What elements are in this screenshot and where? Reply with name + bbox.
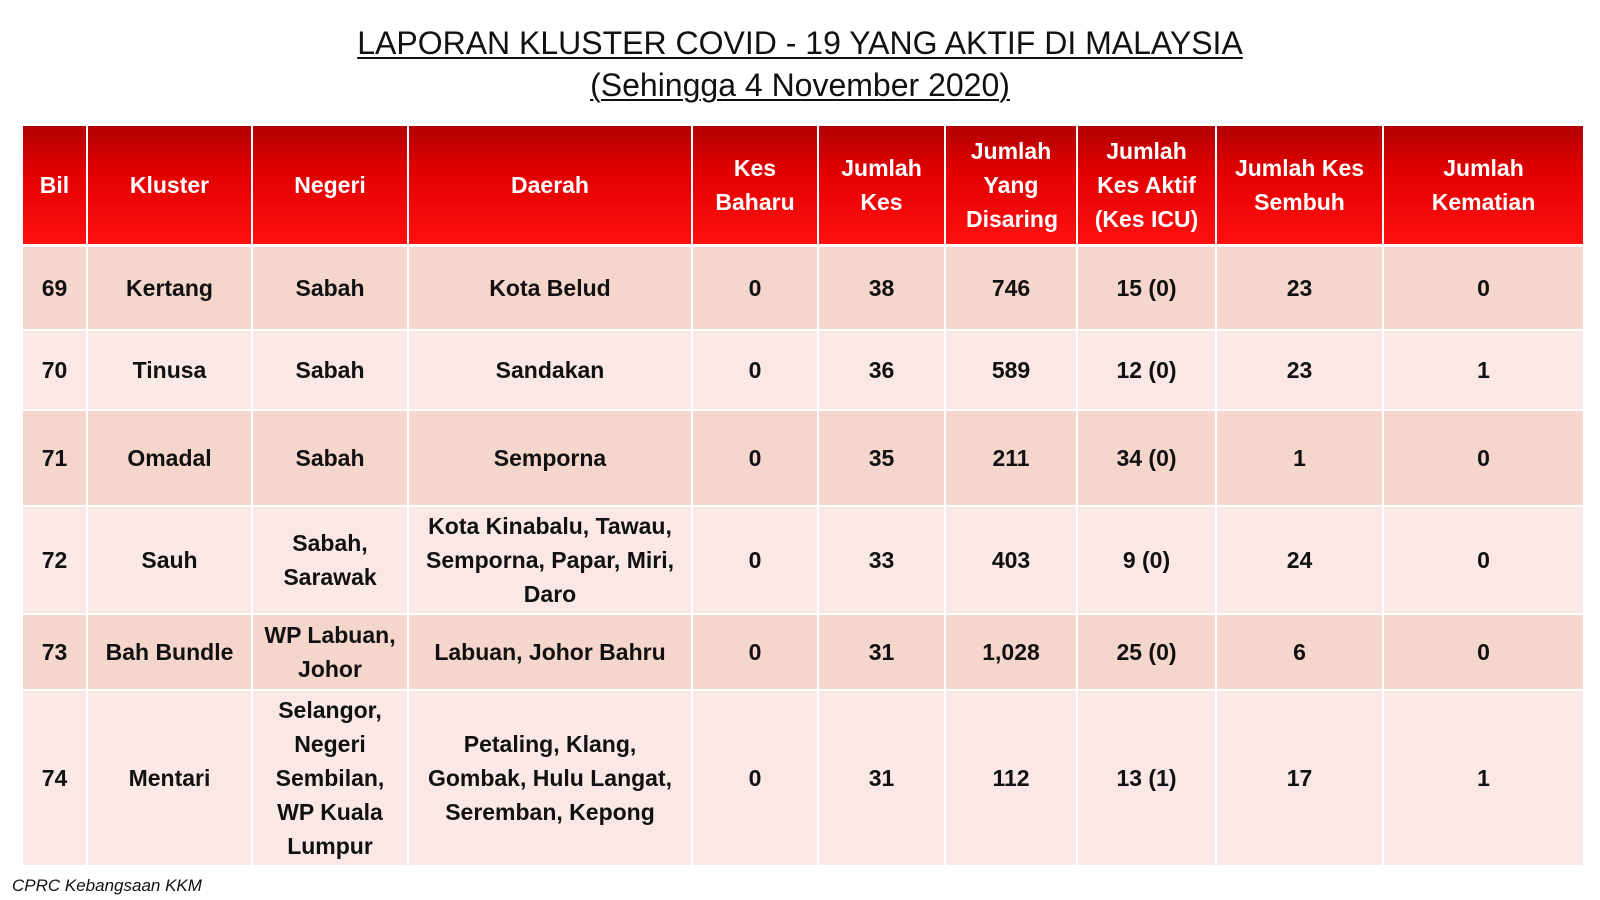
header-kluster: Kluster (87, 126, 252, 246)
cell-jumlah-disaring: 1,028 (945, 614, 1077, 690)
cell-kluster: Omadal (87, 410, 252, 506)
cell-kes-baharu: 0 (692, 410, 818, 506)
cell-jumlah-kematian: 0 (1383, 506, 1583, 614)
cell-daerah: Sandakan (408, 330, 692, 410)
cell-kluster: Mentari (87, 690, 252, 866)
cell-jumlah-kes-aktif: 25 (0) (1077, 614, 1216, 690)
cell-kes-baharu: 0 (692, 506, 818, 614)
cell-kluster: Tinusa (87, 330, 252, 410)
cell-kluster: Bah Bundle (87, 614, 252, 690)
title-line-2: (Sehingga 4 November 2020) (590, 67, 1010, 103)
cell-jumlah-kes: 35 (818, 410, 945, 506)
cell-jumlah-kes-aktif: 9 (0) (1077, 506, 1216, 614)
cell-jumlah-kes: 31 (818, 690, 945, 866)
cell-kes-baharu: 0 (692, 246, 818, 330)
header-bil: Bil (23, 126, 87, 246)
cell-daerah: Semporna (408, 410, 692, 506)
cell-jumlah-kematian: 0 (1383, 410, 1583, 506)
cell-jumlah-kematian: 0 (1383, 614, 1583, 690)
table-header-row (23, 126, 1583, 246)
table-row (23, 690, 1583, 866)
cell-jumlah-kes-sembuh: 23 (1216, 246, 1383, 330)
cell-jumlah-kes: 31 (818, 614, 945, 690)
header-jumlah-disaring: Jumlah Yang Disaring (945, 126, 1077, 246)
cell-negeri: Sabah (252, 246, 408, 330)
cell-bil: 69 (23, 246, 87, 330)
cell-negeri: Sabah (252, 410, 408, 506)
cluster-table (23, 126, 1583, 867)
cell-jumlah-disaring: 403 (945, 506, 1077, 614)
cell-bil: 70 (23, 330, 87, 410)
cell-negeri: WP Labuan, Johor (252, 614, 408, 690)
cell-jumlah-kes-aktif: 15 (0) (1077, 246, 1216, 330)
report-title (0, 22, 1600, 106)
cell-kes-baharu: 0 (692, 690, 818, 866)
cell-kes-baharu: 0 (692, 614, 818, 690)
cell-daerah: Labuan, Johor Bahru (408, 614, 692, 690)
header-jumlah-kematian: Jumlah Kematian (1383, 126, 1583, 246)
table-row (23, 410, 1583, 506)
cell-jumlah-kes-aktif: 34 (0) (1077, 410, 1216, 506)
cell-jumlah-kes-sembuh: 24 (1216, 506, 1383, 614)
title-line-1: LAPORAN KLUSTER COVID - 19 YANG AKTIF DI MALAYSIA (357, 25, 1243, 61)
cell-jumlah-kes-sembuh: 17 (1216, 690, 1383, 866)
cell-jumlah-kes-sembuh: 1 (1216, 410, 1383, 506)
cell-daerah: Kota Kinabalu, Tawau, Semporna, Papar, Miri, Daro (408, 506, 692, 614)
cell-bil: 73 (23, 614, 87, 690)
cell-bil: 71 (23, 410, 87, 506)
cell-daerah: Petaling, Klang, Gombak, Hulu Langat, Seremban, Kepong (408, 690, 692, 866)
cell-jumlah-kematian: 1 (1383, 690, 1583, 866)
cell-jumlah-kematian: 1 (1383, 330, 1583, 410)
table-row (23, 506, 1583, 614)
cell-kluster: Sauh (87, 506, 252, 614)
source-footnote: CPRC Kebangsaan KKM (12, 876, 202, 895)
header-jumlah-kes-sembuh: Jumlah Kes Sembuh (1216, 126, 1383, 246)
cell-jumlah-kes: 38 (818, 246, 945, 330)
cell-kluster: Kertang (87, 246, 252, 330)
cell-jumlah-kes: 33 (818, 506, 945, 614)
header-kes-baharu: Kes Baharu (692, 126, 818, 246)
cell-bil: 74 (23, 690, 87, 866)
cell-daerah: Kota Belud (408, 246, 692, 330)
cell-jumlah-kes-aktif: 12 (0) (1077, 330, 1216, 410)
cell-jumlah-kes: 36 (818, 330, 945, 410)
cell-kes-baharu: 0 (692, 330, 818, 410)
cell-jumlah-kes-sembuh: 6 (1216, 614, 1383, 690)
cell-negeri: Sabah, Sarawak (252, 506, 408, 614)
cell-jumlah-disaring: 589 (945, 330, 1077, 410)
cell-negeri: Selangor, Negeri Sembilan, WP Kuala Lumpur (252, 690, 408, 866)
cell-negeri: Sabah (252, 330, 408, 410)
cell-jumlah-kematian: 0 (1383, 246, 1583, 330)
header-jumlah-kes: Jumlah Kes (818, 126, 945, 246)
cell-jumlah-disaring: 112 (945, 690, 1077, 866)
cell-bil: 72 (23, 506, 87, 614)
cell-jumlah-kes-sembuh: 23 (1216, 330, 1383, 410)
header-negeri: Negeri (252, 126, 408, 246)
cell-jumlah-kes-aktif: 13 (1) (1077, 690, 1216, 866)
table-row (23, 246, 1583, 330)
cell-jumlah-disaring: 746 (945, 246, 1077, 330)
table-row (23, 614, 1583, 690)
header-jumlah-kes-aktif: Jumlah Kes Aktif (Kes ICU) (1077, 126, 1216, 246)
header-daerah: Daerah (408, 126, 692, 246)
cell-jumlah-disaring: 211 (945, 410, 1077, 506)
table-row (23, 330, 1583, 410)
